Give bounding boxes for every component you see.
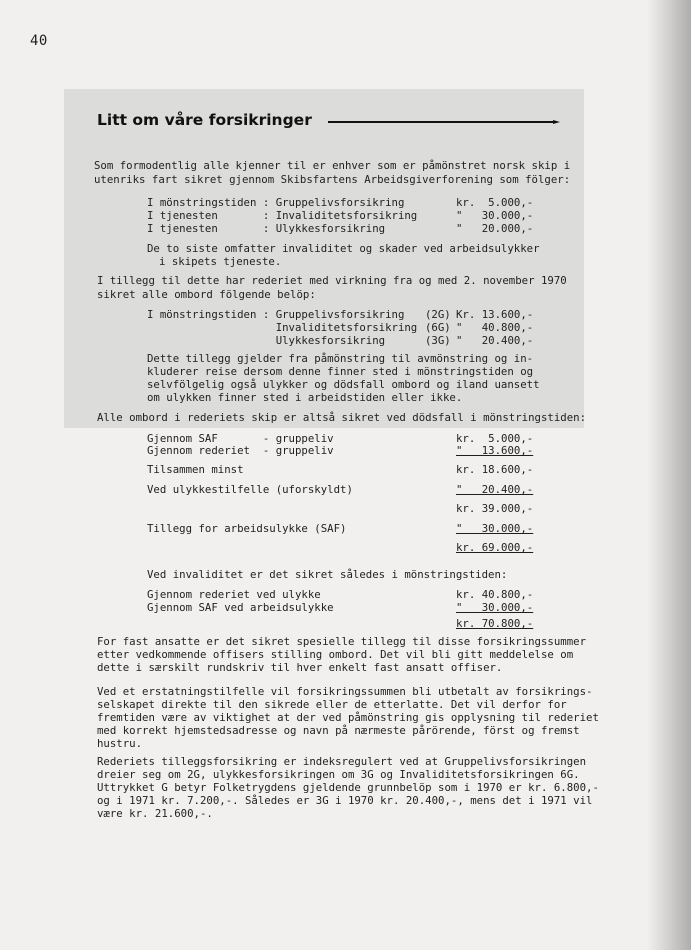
supplement-row-label: Ulykkesforsikring bbox=[147, 334, 386, 347]
death-benefit-label: Tilsammen minst bbox=[147, 463, 244, 476]
paragraph-line: med korrekt hjemstedsadresse og navn på nærmeste pårörende, först og fremst bbox=[97, 724, 580, 737]
paragraph-line: Uttrykket G betyr Folketrygdens gjeldende grunnbelöp som i 1970 er kr. 6.800,- bbox=[97, 781, 599, 794]
page-number: 40 bbox=[30, 33, 48, 49]
invalidity-label: Gjennom rederiet ved ulykke bbox=[147, 588, 321, 601]
section-heading: Litt om våre forsikringer bbox=[97, 111, 312, 129]
note-line: selvfölgelig også ulykker og dödsfall ombord og iland uansett bbox=[147, 378, 540, 391]
death-benefit-amount: kr. 18.600,- bbox=[456, 463, 534, 476]
coverage-row-label: I tjenesten : Invaliditetsforsikring bbox=[147, 209, 418, 222]
death-benefit-amount: kr. 5.000,- bbox=[456, 432, 534, 445]
page-edge-shadow bbox=[647, 0, 691, 950]
supplement-row-label: Invaliditetsforsikring bbox=[147, 321, 418, 334]
invalidity-amount: kr. 40.800,- bbox=[456, 588, 534, 601]
invalidity-amount: " 30.000,- bbox=[456, 601, 534, 614]
paragraph-line: Rederiets tilleggsforsikring er indeksregulert ved at Gruppelivsforsikringen bbox=[97, 755, 587, 768]
paragraph-line: og i 1971 kr. 7.200,-. Således er 3G i 1970 kr. 20.400,-, mens det i 1971 vil bbox=[97, 794, 593, 807]
paragraph-line: I tillegg til dette har rederiet med virkning fra og med 2. november 1970 bbox=[97, 274, 567, 287]
death-benefit-label: Gjennom rederiet - gruppeliv bbox=[147, 444, 334, 457]
intro-line: utenriks fart sikret gjennom Skibsfartens Arbeidsgiverforening som fölger: bbox=[94, 173, 571, 186]
paragraph-line: For fast ansatte er det sikret spesielle tillegg til disse forsikringssummer bbox=[97, 635, 587, 648]
paragraph-line: sikret alle ombord fölgende belöp: bbox=[97, 288, 316, 301]
invalidity-total: kr. 70.800,- bbox=[456, 617, 534, 630]
paragraph-line: Ved et erstatningstilfelle vil forsikringssummen bli utbetalt av forsikrings- bbox=[97, 685, 593, 698]
death-benefit-label: Tillegg for arbeidsulykke (SAF) bbox=[147, 522, 347, 535]
note-line: i skipets tjeneste. bbox=[159, 255, 282, 268]
coverage-row-amount: kr. 5.000,- bbox=[456, 196, 534, 209]
death-benefit-amount: kr. 39.000,- bbox=[456, 502, 534, 515]
supplement-row-factor: (3G) bbox=[425, 334, 451, 347]
death-benefit-label: Ved ulykkestilfelle (uforskyldt) bbox=[147, 483, 353, 496]
note-line: om ulykken finner sted i arbeidstiden eller ikke. bbox=[147, 391, 463, 404]
death-benefit-label: Gjennom SAF - gruppeliv bbox=[147, 432, 334, 445]
note-line: Dette tillegg gjelder fra påmönstring til avmönstring og in- bbox=[147, 352, 534, 365]
paragraph-line: fremtiden være av viktighet at der ved påmönstring gis opplysning til rederiet bbox=[97, 711, 599, 724]
paragraph-line: Ved invaliditet er det sikret således i mönstringstiden: bbox=[147, 568, 508, 581]
supplement-row-amount: " 40.800,- bbox=[456, 321, 534, 334]
note-line: kluderer reise dersom denne finner sted i mönstringstiden og bbox=[147, 365, 534, 378]
note-line: De to siste omfatter invaliditet og skader ved arbeidsulykker bbox=[147, 242, 540, 255]
death-benefit-amount: " 20.400,- bbox=[456, 483, 534, 496]
death-benefit-total: kr. 69.000,- bbox=[456, 541, 534, 554]
paragraph-line: dette i særskilt rundskriv til hver enkelt fast ansatt offiser. bbox=[97, 661, 503, 674]
paragraph-line: selskapet direkte til den sikrede eller de etterlatte. Det vil derfor for bbox=[97, 698, 567, 711]
death-benefit-amount: " 30.000,- bbox=[456, 522, 534, 535]
supplement-row-factor: (2G) bbox=[425, 308, 451, 321]
heading-rule bbox=[328, 121, 554, 123]
death-benefit-amount: " 13.600,- bbox=[456, 444, 534, 457]
paragraph-line: dreier seg om 2G, ulykkesforsikringen om 3G og Invaliditetsforsikringen 6G. bbox=[97, 768, 580, 781]
paragraph-line: Alle ombord i rederiets skip er altså sikret ved dödsfall i mönstringstiden: bbox=[97, 411, 587, 424]
coverage-row-amount: " 30.000,- bbox=[456, 209, 534, 222]
intro-line: Som formodentlig alle kjenner til er enhver som er påmönstret norsk skip i bbox=[94, 159, 571, 172]
coverage-row-label: I mönstringstiden : Gruppelivsforsikring bbox=[147, 196, 405, 209]
supplement-row-factor: (6G) bbox=[425, 321, 451, 334]
supplement-row-amount: Kr. 13.600,- bbox=[456, 308, 534, 321]
paragraph-line: være kr. 21.600,-. bbox=[97, 807, 213, 820]
supplement-row-label: I mönstringstiden : Gruppelivsforsikring bbox=[147, 308, 405, 321]
paragraph-line: etter vedkommende offisers stilling ombord. Det vil bli gitt meddelelse om bbox=[97, 648, 574, 661]
coverage-row-amount: " 20.000,- bbox=[456, 222, 534, 235]
paragraph-line: hustru. bbox=[97, 737, 143, 750]
supplement-row-amount: " 20.400,- bbox=[456, 334, 534, 347]
invalidity-label: Gjennom SAF ved arbeidsulykke bbox=[147, 601, 334, 614]
coverage-row-label: I tjenesten : Ulykkesforsikring bbox=[147, 222, 386, 235]
